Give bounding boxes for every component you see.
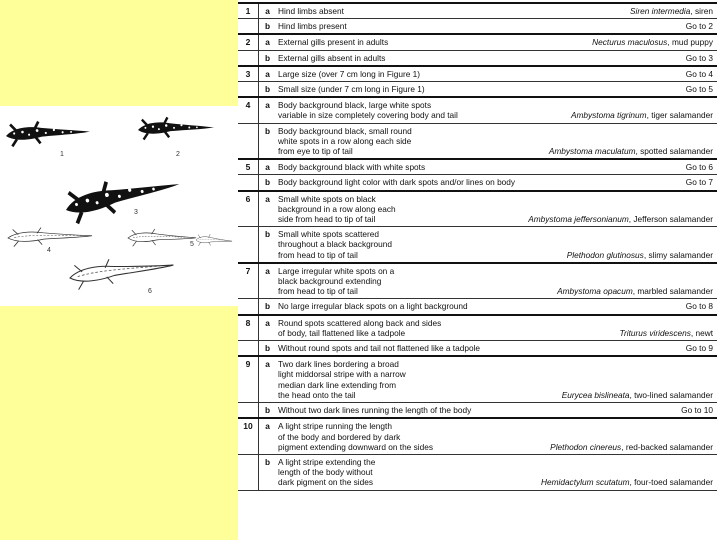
entry-letter: a [258, 4, 276, 18]
couplet-number [238, 19, 258, 33]
entry-description: Body background light color with dark spots and/or lines on body [278, 177, 516, 188]
entry-description: A light stripe running the length of the body and bordered by dark pigment extending downward on the sides [278, 421, 433, 452]
entry-letter: a [258, 98, 276, 122]
entry-letter: a [258, 160, 276, 174]
common-name: mud puppy [671, 37, 713, 48]
key-row-2b [238, 50, 717, 65]
couplet-number: 9 [245, 359, 251, 370]
key-row-3a [238, 65, 717, 81]
entry-description: Large irregular white spots on a black background extending from head to tip of tail [278, 265, 395, 297]
entry-result [681, 405, 713, 415]
entry-result: Triturus viridescens, newt [619, 327, 713, 338]
entry-letter: b [258, 341, 276, 355]
species-name: Hemidactylum scutatum [540, 477, 630, 488]
couplet-number [238, 455, 258, 490]
entry-description: Small size (under 7 cm long in Figure 1) [278, 84, 425, 95]
key-row-6a [238, 190, 717, 227]
common-name: slimy salamander [648, 249, 713, 260]
entry-letter: b [258, 227, 276, 262]
key-row-8a [238, 314, 717, 340]
entry-description: Two dark lines bordering a broad light middorsal stripe with a narrow median dark line extending from the head onto the tail [278, 359, 406, 400]
entry-result: Ambystoma opacum, marbled salamander [557, 286, 713, 297]
species-name: Plethodon glutinosus [566, 249, 644, 260]
goto-link: Go to 10 [681, 405, 713, 416]
species-name: Triturus viridescens [619, 327, 691, 338]
couplet-number: 3 [245, 68, 251, 79]
couplet-number: 1 [245, 6, 251, 16]
entry-letter: a [258, 67, 276, 81]
salamander-2 [137, 113, 214, 140]
entry-letter: b [258, 51, 276, 65]
entry-description: Hind limbs present [278, 21, 347, 32]
figure-label-3: 3 [134, 209, 138, 216]
entry-letter: a [258, 316, 276, 340]
species-name: Plethodon cinereus [550, 441, 622, 452]
species-name: Ambystoma opacum [557, 286, 633, 297]
entry-letter: a [258, 264, 276, 299]
salamander-drawings [0, 106, 238, 306]
common-name: Jefferson salamander [633, 214, 713, 225]
goto-link: Go to 3 [685, 52, 713, 63]
salamander-4 [7, 224, 92, 247]
common-name: newt [695, 327, 713, 338]
figure-label-4: 4 [47, 247, 51, 254]
key-row-5b [238, 174, 717, 189]
entry-letter: b [258, 124, 276, 159]
entry-description: Large size (over 7 cm long in Figure 1) [278, 68, 421, 79]
key-row-4b [238, 123, 717, 159]
entry-result [686, 53, 713, 63]
entry-letter: b [258, 175, 276, 189]
couplet-number: 6 [245, 193, 251, 204]
entry-result [686, 301, 713, 311]
common-name: tiger salamander [651, 110, 713, 121]
couplet-number [238, 227, 258, 262]
entry-description: A light stripe extending the length of the body without dark pigment on the sides [278, 456, 376, 488]
figure-label-2: 2 [176, 151, 180, 158]
couplet-number [238, 51, 258, 65]
common-name: red-backed salamander [625, 441, 713, 452]
salamander-5 [128, 227, 233, 247]
key-row-8b [238, 340, 717, 355]
couplet-number [238, 341, 258, 355]
goto-link: Go to 5 [685, 84, 713, 95]
goto-link: Go to 9 [685, 343, 713, 354]
couplet-number: 8 [245, 317, 251, 328]
entry-description: No large irregular black spots on a light background [278, 301, 468, 312]
entry-result: Necturus maculosus, mud puppy [592, 37, 713, 48]
entry-letter: a [258, 192, 276, 227]
species-name: Eurycea bislineata [561, 389, 630, 400]
couplet-number [238, 124, 258, 159]
goto-link: Go to 7 [685, 177, 713, 188]
entry-letter: a [258, 35, 276, 49]
salamander-1 [5, 116, 91, 147]
couplet-number [238, 175, 258, 189]
key-row-4a [238, 96, 717, 122]
species-name: Ambystoma maculatum [548, 146, 636, 157]
couplet-number [238, 403, 258, 417]
dichotomous-key [238, 0, 720, 540]
couplet-number: 4 [245, 100, 251, 111]
key-row-7a [238, 262, 717, 299]
entry-result: Ambystoma maculatum, spotted salamander [548, 146, 713, 157]
couplet-number: 2 [245, 37, 251, 48]
salamander-3 [62, 163, 182, 226]
entry-letter: a [258, 419, 276, 454]
key-row-2a [238, 33, 717, 49]
key-row-6b [238, 226, 717, 262]
salamander-6 [68, 248, 175, 290]
entry-description: Round spots scattered along back and sides of body, tail flattened like a tadpole [278, 317, 442, 338]
entry-letter: b [258, 455, 276, 490]
entry-result [686, 162, 713, 172]
key-row-10a [238, 417, 717, 454]
entry-result [686, 69, 713, 79]
entry-letter: b [258, 82, 276, 96]
key-row-9b [238, 402, 717, 417]
entry-result: Siren intermedia, siren [629, 6, 713, 16]
entry-description: External gills absent in adults [278, 52, 386, 63]
species-name: Necturus maculosus [592, 37, 668, 48]
common-name: spotted salamander [640, 146, 713, 157]
key-row-5a [238, 158, 717, 174]
entry-result: Hemidactylum scutatum, four-toed salamander [540, 477, 713, 488]
key-row-1a [238, 2, 717, 18]
entry-letter: b [258, 19, 276, 33]
entry-description: Body background black with white spots [278, 162, 426, 173]
entry-result: Plethodon glutinosus, slimy salamander [566, 249, 713, 260]
key-row-10b [238, 454, 717, 491]
goto-link: Go to 2 [685, 21, 713, 32]
entry-description: Body background black, small round white spots in a row along each side from eye to tip of tail [278, 125, 412, 157]
key-row-3b [238, 81, 717, 96]
species-name: Ambystoma tigrinum [570, 110, 647, 121]
key-row-1b [238, 18, 717, 33]
entry-description: External gills present in adults [278, 37, 389, 48]
common-name: four-toed salamander [634, 477, 713, 488]
common-name: siren [695, 6, 713, 16]
entry-letter: b [258, 403, 276, 417]
common-name: marbled salamander [637, 286, 713, 297]
species-name: Ambystoma jeffersonianum [528, 214, 629, 225]
couplet-number: 5 [245, 162, 251, 173]
common-name: two-lined salamander [634, 389, 713, 400]
couplet-number: 10 [243, 421, 253, 432]
entry-result: Ambystoma tigrinum, tiger salamander [570, 110, 713, 121]
entry-result: Eurycea bislineata, two-lined salamander [561, 389, 713, 400]
entry-description: Small white spots on black background in a row along each side from head to tip of tail [278, 193, 396, 225]
figure-label-1: 1 [60, 151, 64, 158]
goto-link: Go to 6 [685, 162, 713, 173]
couplet-number [238, 82, 258, 96]
key-row-9a [238, 355, 717, 402]
entry-result [686, 21, 713, 31]
entry-description: Without two dark lines running the length of the body [278, 405, 472, 416]
entry-letter: b [258, 299, 276, 313]
entry-description: Small white spots scattered throughout a black background from head to tip of tail [278, 229, 392, 260]
figure-label-6: 6 [148, 288, 152, 295]
entry-result [686, 84, 713, 94]
key-table [238, 2, 717, 491]
entry-letter: a [258, 357, 276, 402]
species-name: Siren intermedia [629, 6, 691, 16]
entry-result [686, 177, 713, 187]
couplet-number [238, 299, 258, 313]
entry-description: Hind limbs absent [278, 6, 344, 16]
entry-result [686, 343, 713, 353]
key-row-7b [238, 298, 717, 313]
couplet-number: 7 [245, 265, 251, 276]
goto-link: Go to 4 [685, 68, 713, 79]
entry-result: Plethodon cinereus, red-backed salamander [550, 441, 713, 452]
entry-result: Ambystoma jeffersonianum, Jefferson salamander [528, 214, 713, 225]
entry-description: Without round spots and tail not flattened like a tadpole [278, 343, 481, 354]
salamander-figure [0, 106, 238, 306]
goto-link: Go to 8 [685, 301, 713, 312]
entry-description: Body background black, large white spots variable in size completely covering body and tail [278, 100, 458, 121]
figure-label-5: 5 [190, 241, 194, 248]
